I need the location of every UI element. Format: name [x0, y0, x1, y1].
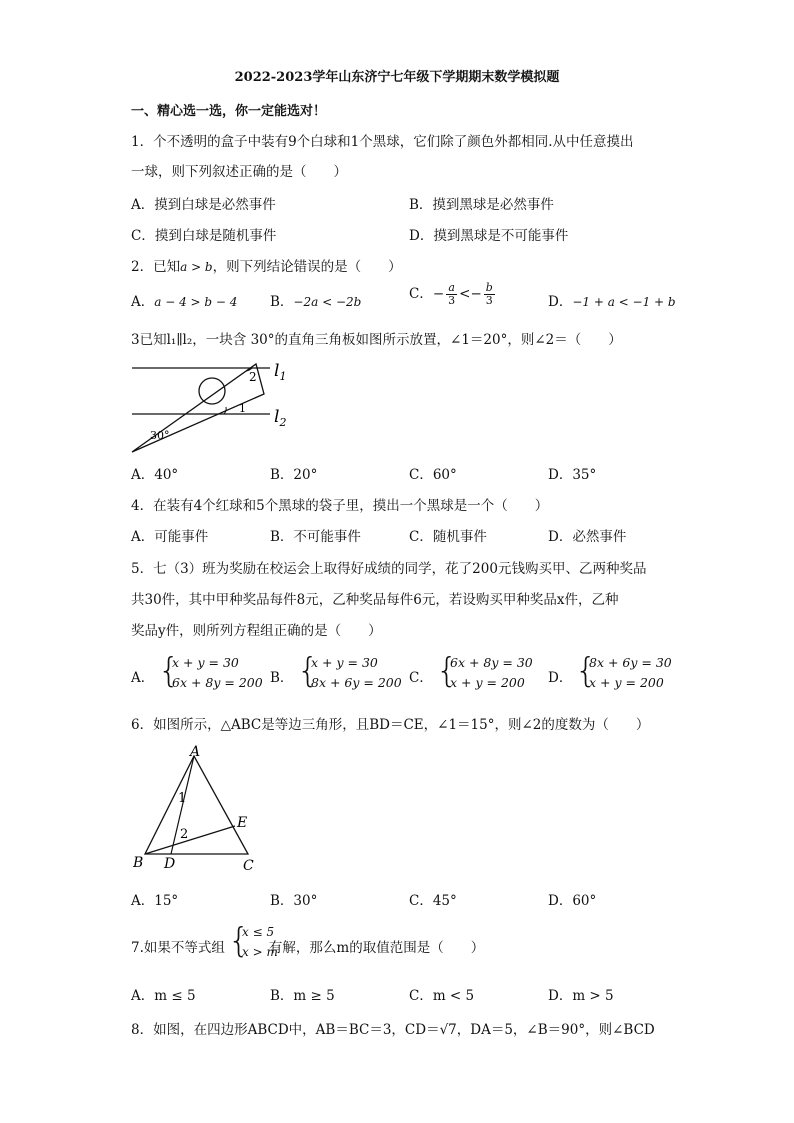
q4-option-d: D．必然事件 [548, 529, 627, 545]
q4-option-a: A．可能事件 [131, 529, 209, 545]
q7-option-c: C．m < 5 [409, 988, 475, 1004]
q6-option-b: B．30° [270, 893, 318, 909]
q6-option-a: A．15° [131, 893, 179, 909]
q3-angle30-label: 30° [150, 429, 170, 442]
q1-line2: 一球，则下列叙述正确的是（ ） [131, 164, 347, 180]
q1-option-c: C．摸到白球是随机事件 [131, 228, 277, 244]
q5-line2: 共30件，其中甲种奖品每件8元，乙种奖品每件6元，若设购买甲种奖品x件，乙种 [131, 592, 619, 608]
q3-angle1-label: 1 [239, 402, 246, 415]
q2-pre: 2．已知 [131, 259, 181, 275]
q5-option-a-label: A． [131, 670, 155, 686]
section-heading: 一、精心选一选，你一定能选对！ [131, 104, 327, 119]
q6-label-c: C [243, 858, 254, 874]
q2-option-d: D．−1 + a < −1 + b [548, 294, 676, 310]
q5-line3: 奖品y件，则所列方程组正确的是（ ） [131, 623, 382, 639]
q3-option-c: C．60° [409, 467, 457, 483]
q3-l2-label: $l_2$ [274, 407, 287, 429]
q6-option-d: D．60° [548, 893, 597, 909]
q2-option-a: A．a − 4 > b − 4 [131, 294, 238, 310]
q4-option-b: B．不可能事件 [270, 529, 361, 545]
q3-stem: 3已知l₁∥l₂，一块含 30°的直角三角板如图所示放置，∠1＝20°，则∠2＝（ ） [131, 332, 622, 348]
q4-option-c: C．随机事件 [409, 529, 487, 545]
q6-label-e: E [237, 815, 248, 831]
segment-be [145, 826, 235, 854]
q2-option-b: B．−2a < −2b [270, 294, 362, 310]
q2-c-frac-a: $\frac{a}{3}$ [448, 281, 456, 307]
q7-option-d: D．m > 5 [548, 988, 614, 1004]
q3-option-d: D．35° [548, 467, 597, 483]
q6-label-a: A [190, 744, 201, 760]
q6-figure [128, 744, 268, 876]
q3-angle2-label: 2 [249, 370, 257, 384]
q4-stem: 4．在装有4个红球和5个黑球的袋子里，摸出一个黑球是一个（ ） [131, 498, 549, 514]
q6-label-b: B [133, 855, 144, 871]
q2-post: ，则下列结论错误的是（ ） [212, 259, 402, 275]
q2-condition: a > b [180, 260, 213, 274]
q6-option-c: C．45° [409, 893, 457, 909]
page-title: 2022-2023学年山东济宁七年级下学期期末数学模拟题 [234, 70, 560, 85]
triangle-abc [145, 756, 248, 854]
q6-angle2-label: 2 [180, 827, 189, 842]
q8-stem: 8．如图，在四边形ABCD中，AB＝BC＝3，CD＝√7，DA＝5，∠B＝90°，则∠BCD [131, 1022, 655, 1038]
q5-option-c-label: C． [409, 670, 433, 686]
q1-option-d: D．摸到黑球是不可能事件 [409, 228, 569, 244]
q6-stem: 6．如图所示，△ABC是等边三角形，且BD＝CE，∠1＝15°，则∠2的度数为（ ） [131, 717, 650, 733]
q7-stem: 7.如果不等式组 有解，那么m的取值范围是（ ） [131, 940, 485, 956]
exam-page: 2022-2023学年山东济宁七年级下学期期末数学模拟题 一、精心选一选，你一定能选对！ 1．个不透明的盒子中装有9个白球和1个黑球，它们除了颜色外都相同.从中任意摸出 一球，则下列叙述正确的是（ ） A．摸到白球是必然事件 B．摸到黑球是必然事件 C．摸到白球是随机事件 D．摸到黑球是不可能事件 2．已知a > b，则下列结论错误的是（ ） A．a − 4 > b − 4 B．−2a < −2b C．− $\frac{a}{3}$ <− $\frac{b}{3}$ D．−1 + a < −1 + b 3已知l₁∥l₂，一块含 30°的直角三角板如图所示放置，∠1＝20°，则∠2＝（ ） 2 1 30° $l_1$ $l_2$ A．40° B．20° C．60° D．35° 4．在装有4个红球和5个黑球的袋子里，摸出一个黑球是一个（ ） A．可能事件 B．不可能事件 C．随机事件 D．必然事件 5．七（3）班为奖励在校运会上取得好成绩的同学，花了200元钱购买甲、乙两种奖品 共30件，其中甲种奖品每件8元，乙种奖品每件6元，若设购买甲种奖品x件，乙种 奖品y件，则所列方程组正确的是（ ） A． { x + y = 30 6x + 8y = 200 B． { x + y = 30 8x + 6y = 200 C． { 6x + 8y = 30 x + y = 200 D． { 8x + 6y = 30 x + y = 200 6．如图所示，△ABC是等边三角形，且BD＝CE，∠1＝15°，则∠2的度数为（ ） A B C D E 1 2 A．15° B．30° C．45° D．60° 7.如果不等式组 有解，那么m的取值范围是（ ） { x ≤ 5 x > m A．m ≤ 5 B．m ≥ 5 C．m < 5 D．m > 5 8．如图，在四边形ABCD中，AB＝BC＝3，CD＝√7，DA＝5，∠B＝90°，则∠BCD [0, 0, 794, 1123]
q6-angle1-label: 1 [178, 791, 187, 806]
q3-option-b: B．20° [270, 467, 318, 483]
q6-label-d: D [164, 856, 176, 872]
q1-option-b: B．摸到黑球是必然事件 [409, 197, 554, 213]
q2-stem [131, 255, 402, 275]
q7-option-a: A．m ≤ 5 [131, 988, 196, 1004]
q1-option-a: A．摸到白球是必然事件 [131, 197, 276, 213]
q5-line1: 5．七（3）班为奖励在校运会上取得好成绩的同学，花了200元钱购买甲、乙两种奖品 [131, 561, 647, 577]
q5-option-b-label: B． [270, 670, 294, 686]
set-square-hole [199, 378, 225, 404]
q3-option-a: A．40° [131, 467, 179, 483]
q7-option-b: B．m ≥ 5 [270, 988, 335, 1004]
q3-figure [128, 354, 298, 456]
q2-option-c: C．− $\frac{a}{3}$ <− $\frac{b}{3}$ [409, 281, 493, 307]
q5-option-d-label: D． [548, 670, 573, 686]
q3-l1-label: $l_1$ [274, 361, 287, 383]
q2-c-frac-b: $\frac{b}{3}$ [485, 281, 493, 307]
q1-line1: 1．个不透明的盒子中装有9个白球和1个黑球，它们除了颜色外都相同.从中任意摸出 [131, 134, 634, 150]
